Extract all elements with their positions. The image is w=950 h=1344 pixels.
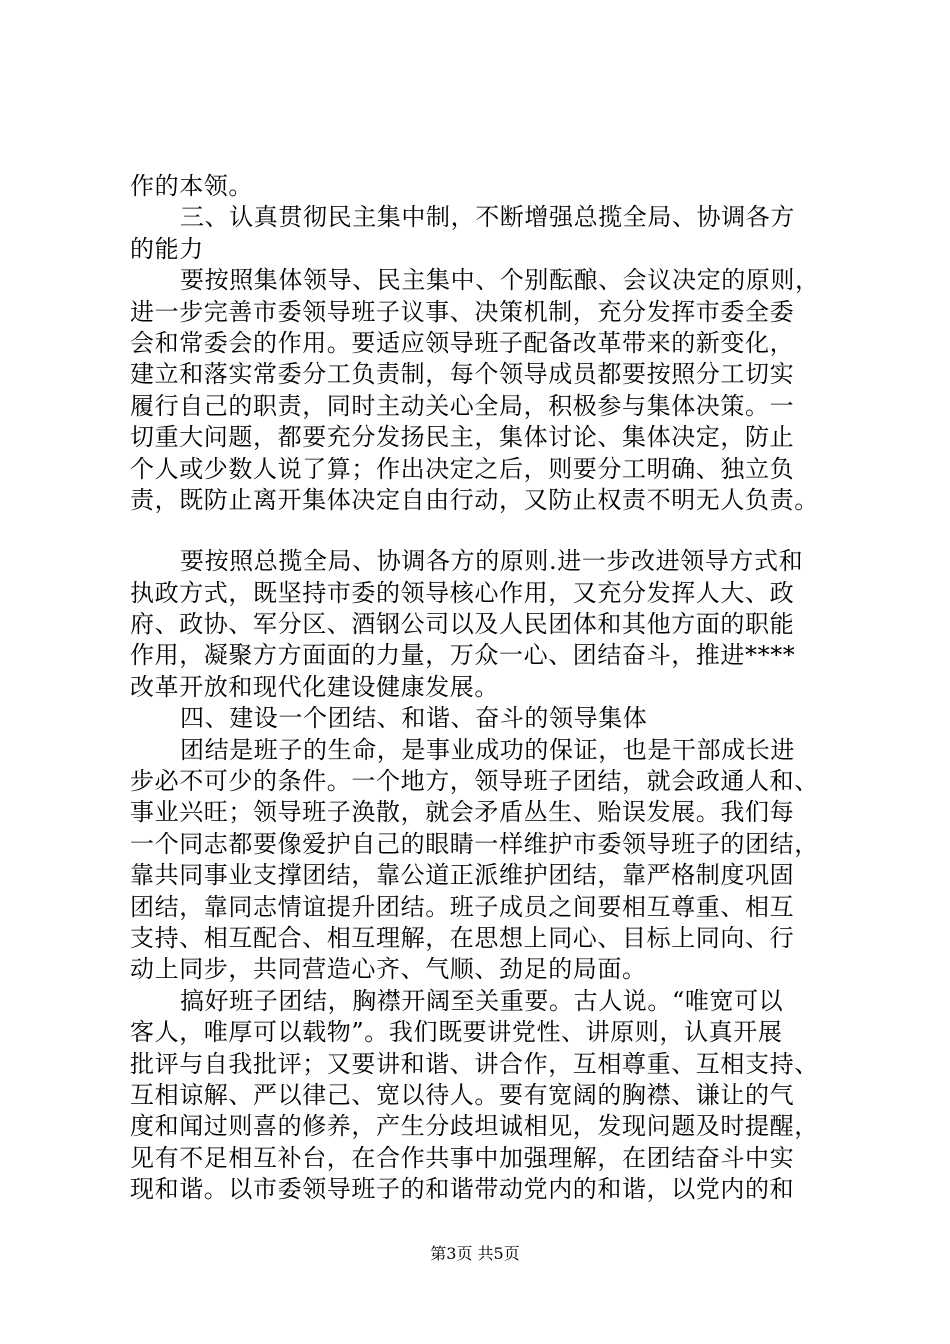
text-line: 互相谅解、严以律己、宽以待人。要有宽阔的胸襟、谦让的气 bbox=[130, 1080, 795, 1109]
text-line: 搞好班子团结，胸襟开阔至关重要。古人说。“唯宽可以 bbox=[180, 986, 784, 1015]
text-line: 改革开放和现代化建设健康发展。 bbox=[130, 672, 499, 701]
text-line: 事业兴旺；领导班子涣散，就会矛盾丛生、贻误发展。我们每 bbox=[130, 798, 795, 827]
text-line: 个人或少数人说了算；作出决定之后，则要分工明确、独立负 bbox=[130, 454, 795, 483]
text-line: 批评与自我批评；又要讲和谐、讲合作，互相尊重、互相支持、 bbox=[130, 1049, 819, 1078]
text-line: 责，既防止离开集体决定自由行动，又防止权责不明无人负责。 bbox=[130, 485, 819, 514]
section-heading-4: 四、建设一个团结、和谐、奋斗的领导集体 bbox=[180, 704, 648, 733]
text-line: 切重大问题，都要充分发扬民主，集体讨论、集体决定，防止 bbox=[130, 423, 795, 452]
text-line: 见有不足相互补台，在合作共事中加强理解，在团结奋斗中实 bbox=[130, 1143, 795, 1172]
text-line: 作用，凝聚方方面面的力量，万众一心、团结奋斗，推进**** bbox=[130, 641, 796, 670]
text-line: 会和常委会的作用。要适应领导班子配备改革带来的新变化， bbox=[130, 328, 795, 357]
text-line: 度和闻过则喜的修养，产生分歧坦诚相见，发现问题及时提醒， bbox=[130, 1112, 819, 1141]
text-line: 支持、相互配合、相互理解，在思想上同心、目标上同向、行 bbox=[130, 923, 795, 952]
text-line: 进一步完善市委领导班子议事、决策机制，充分发挥市委全委 bbox=[130, 297, 795, 326]
text-line: 府、政协、军分区、酒钢公司以及人民团体和其他方面的职能 bbox=[130, 610, 795, 639]
text-line: 团结，靠同志情谊提升团结。班子成员之间要相互尊重、相互 bbox=[130, 892, 795, 921]
text-line: 现和谐。以市委领导班子的和谐带动党内的和谐，以党内的和 bbox=[130, 1175, 795, 1204]
text-line: 要按照集体领导、民主集中、个别酝酿、会议决定的原则， bbox=[180, 266, 820, 295]
section-heading-3-cont: 的能力 bbox=[130, 234, 204, 263]
text-line: 要按照总揽全局、协调各方的原则.进一步改进领导方式和 bbox=[180, 547, 804, 576]
page-footer bbox=[0, 1244, 950, 1264]
text-line: 执政方式，既坚持市委的领导核心作用，又充分发挥人大、政 bbox=[130, 578, 795, 607]
page-number: 第3页 共5页 bbox=[430, 1244, 520, 1263]
text-line: 客人，唯厚可以载物”。我们既要讲党性、讲原则，认真开展 bbox=[130, 1018, 783, 1047]
text-line: 履行自己的职责，同时主动关心全局，积极参与集体决策。一 bbox=[130, 391, 795, 420]
section-heading-3: 三、认真贯彻民主集中制，不断增强总揽全局、协调各方 bbox=[180, 203, 795, 232]
text-line: 靠共同事业支撑团结，靠公道正派维护团结，靠严格制度巩固 bbox=[130, 861, 795, 890]
text-line: 步必不可少的条件。一个地方，领导班子团结，就会政通人和、 bbox=[130, 767, 819, 796]
text-line: 作的本领。 bbox=[130, 172, 253, 200]
text-line: 团结是班子的生命，是事业成功的保证，也是干部成长进 bbox=[180, 735, 795, 764]
text-line: 一个同志都要像爱护自己的眼睛一样维护市委领导班子的团结， bbox=[130, 829, 819, 858]
body-text bbox=[130, 171, 850, 1206]
text-line: 建立和落实常委分工负责制，每个领导成员都要按照分工切实 bbox=[130, 360, 795, 389]
text-line: 动上同步，共同营造心齐、气顺、劲足的局面。 bbox=[130, 955, 647, 984]
